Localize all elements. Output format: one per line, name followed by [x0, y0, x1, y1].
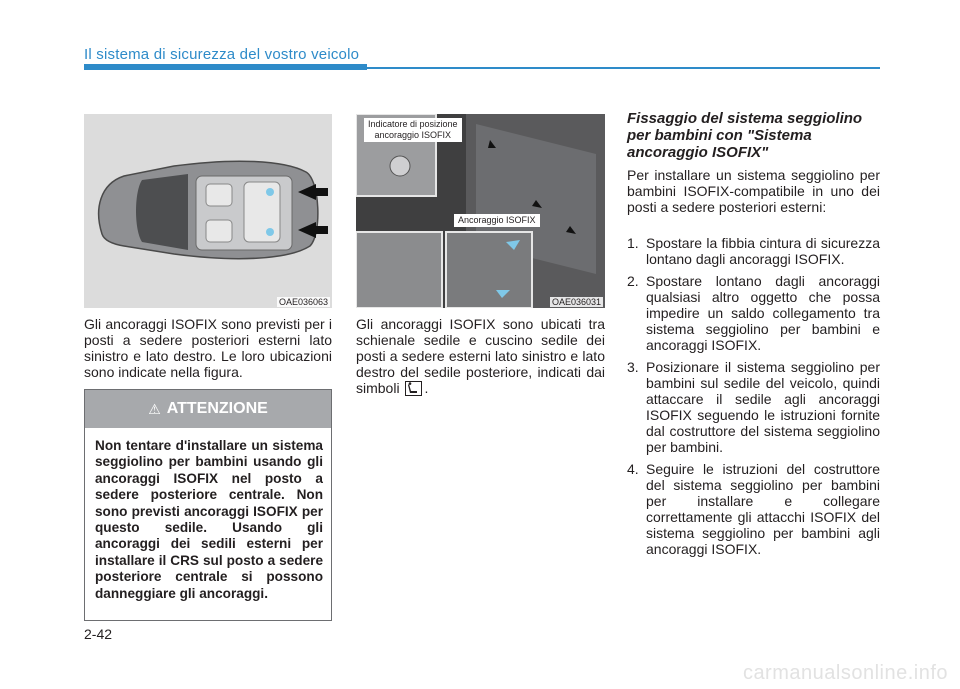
section-header: Il sistema di sicurezza del vostro veicolo	[84, 46, 360, 63]
installation-steps	[627, 235, 880, 563]
step-number: 4.	[627, 461, 639, 477]
page-number: 2-42	[84, 626, 113, 642]
isofix-seat-illustration	[356, 114, 605, 308]
installation-intro: Per installare un sistema seggiolino per bambini ISOFIX-compatibile in uno dei posti a sedere posteriori esterni:	[627, 167, 880, 215]
list-item	[627, 359, 880, 455]
warning-body: Non tentare d'installare un sistema seggiolino per bambini usando gli ancoraggi ISOFIX nel posto a sedere posteriore centrale. Non sono previsti ancoraggi ISOFIX per questo sedile. Usando gli ancoraggi dei sedili esterni per installare il CRS sul posto a sedere posteriore centrale si possono danneggiare gli ancoraggi.	[95, 438, 323, 601]
list-item	[627, 461, 880, 557]
isofix-position-paragraph	[356, 316, 605, 396]
figure-code: OAE036031	[551, 297, 601, 307]
watermark: carmanualsonline.info	[742, 662, 948, 684]
car-top-view-figure	[84, 114, 332, 308]
isofix-installation-title: Fissaggio del sistema seggiolino per bambini con "Sistema ancoraggio ISOFIX"	[627, 110, 863, 161]
figure-code: OAE036063	[278, 297, 328, 307]
step-text: Spostare la fibbia cintura di sicurezza lontano dagli ancoraggi ISOFIX.	[646, 235, 880, 267]
step-number: 3.	[627, 359, 639, 375]
isofix-seat-symbol-icon	[405, 381, 422, 396]
warning-header	[85, 390, 331, 428]
paragraph-text: Gli ancoraggi ISOFIX sono ubicati tra schienale sedile e cuscino sedile dei posti a sedere esterni lato sinistro e lato destro del sedile posteriore, indicati dai simboli	[356, 316, 605, 396]
list-item	[627, 273, 880, 353]
car-top-view-illustration	[84, 114, 332, 308]
list-item	[627, 235, 880, 267]
isofix-seat-figure	[356, 114, 605, 308]
isofix-anchor-callout: Ancoraggio ISOFIX	[454, 214, 540, 227]
callout-line: Indicatore di posizione	[368, 119, 458, 129]
callout-line: ancoraggio ISOFIX	[374, 130, 452, 140]
warning-title: ATTENZIONE	[166, 400, 268, 417]
step-text: Posizionare il sistema seggiolino per bambini sul sedile del veicolo, quindi attaccare il sedile agli ancoraggi ISOFIX seguendo le istruzioni fornite dal costruttore del sistema seggiolino per bambini.	[646, 359, 880, 455]
paragraph-end: .	[424, 380, 429, 396]
isofix-indicator-callout	[364, 118, 462, 142]
isofix-location-paragraph: Gli ancoraggi ISOFIX sono previsti per i posti a sedere posteriori esterni lato sinistro e lato destro. Le loro ubicazioni sono indicate nella figura.	[84, 316, 332, 380]
step-number: 2.	[627, 273, 639, 289]
warning-box	[84, 389, 332, 621]
header-tab-bar	[84, 64, 367, 70]
step-text: Spostare lontano dagli ancoraggi qualsiasi altro oggetto che possa impedire un saldo collegamento tra sistema seggiolino per bambini e ancoraggi ISOFIX.	[646, 273, 880, 353]
step-text: Seguire le istruzioni del costruttore del sistema seggiolino per bambini per installare e collegare correttamente gli attacchi ISOFIX del sistema seggiolino per bambini agli ancoraggi ISOFIX.	[646, 461, 880, 557]
step-number: 1.	[627, 235, 639, 251]
warning-triangle-icon: ⚠	[148, 400, 161, 417]
